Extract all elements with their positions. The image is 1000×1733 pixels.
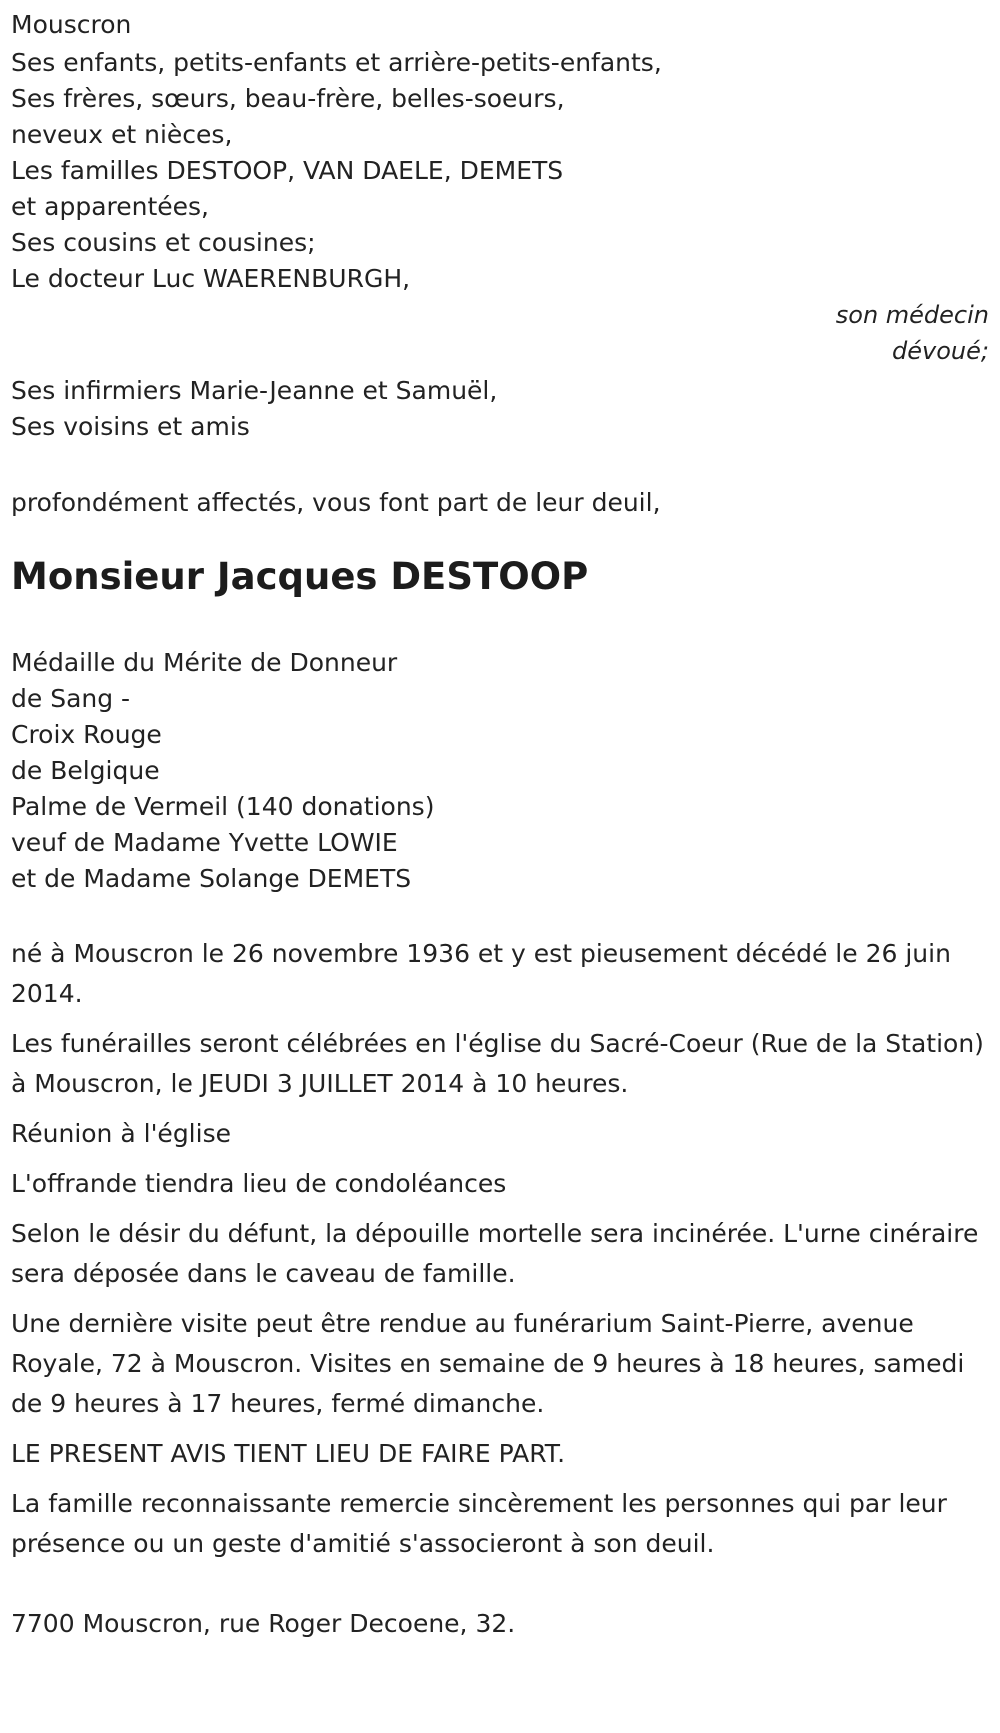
- place-heading: Mouscron: [11, 10, 132, 39]
- family-line: Ses cousins et cousines;: [11, 228, 316, 257]
- detail-line: de Sang -: [11, 684, 131, 713]
- detail-line: Croix Rouge: [11, 720, 162, 749]
- detail-line: et de Madame Solange DEMETS: [11, 864, 412, 893]
- detail-line: veuf de Madame Yvette LOWIE: [11, 828, 398, 857]
- family-line: Le docteur Luc WAERENBURGH,: [11, 264, 411, 293]
- family-line: Ses enfants, petits-enfants et arrière-petits-enfants,: [11, 48, 662, 77]
- detail-line: de Belgique: [11, 756, 160, 785]
- other-mourners: [11, 371, 1000, 447]
- doctor-note: [11, 295, 1000, 371]
- family-line: Les familles DESTOOP, VAN DAELE, DEMETS: [11, 156, 564, 185]
- announcement-text: profondément affectés, vous font part de leur deuil,: [11, 488, 661, 517]
- mourner-line: Ses infirmiers Marie-Jeanne et Samuël,: [11, 376, 498, 405]
- doctor-note-line2: dévoué;: [892, 337, 989, 365]
- detail-line: Médaille du Mérite de Donneur: [11, 648, 398, 677]
- offering-paragraph: L'offrande tiendra lieu de condoléances: [11, 1169, 507, 1198]
- mourner-line: Ses voisins et amis: [11, 412, 250, 441]
- deceased-name: Monsieur Jacques DESTOOP: [11, 555, 589, 598]
- family-line: et apparentées,: [11, 192, 209, 221]
- notice-paragraphs: [11, 934, 1000, 1564]
- cremation-paragraph: Selon le désir du défunt, la dépouille mortelle sera incinérée. L'urne cinéraire sera déposée dans le caveau de famille.: [11, 1219, 979, 1288]
- notice-paragraph: LE PRESENT AVIS TIENT LIEU DE FAIRE PART.: [11, 1439, 566, 1468]
- doctor-note-line1: son médecin: [835, 301, 989, 329]
- meeting-paragraph: Réunion à l'église: [11, 1119, 231, 1148]
- birth-death-paragraph: né à Mouscron le 26 novembre 1936 et y est pieusement décédé le 26 juin 2014.: [11, 939, 951, 1008]
- deceased-details: [11, 643, 1000, 899]
- family-line: neveux et nièces,: [11, 120, 233, 149]
- detail-line: Palme de Vermeil (140 donations): [11, 792, 435, 821]
- thanks-paragraph: La famille reconnaissante remercie sincèrement les personnes qui par leur présence ou un geste d'amitié s'associeront à son deuil.: [11, 1489, 947, 1558]
- obituary-page: [0, 5, 1000, 1733]
- family-list: [11, 43, 1000, 299]
- family-address: 7700 Mouscron, rue Roger Decoene, 32.: [11, 1609, 516, 1638]
- visit-paragraph: Une dernière visite peut être rendue au funérarium Saint-Pierre, avenue Royale, 72 à Mouscron. Visites en semaine de 9 heures à 18 heures, samedi de 9 heures à 17 heures, fermé dimanche.: [11, 1309, 965, 1418]
- family-line: Ses frères, sœurs, beau-frère, belles-soeurs,: [11, 84, 565, 113]
- funeral-paragraph: Les funérailles seront célébrées en l'église du Sacré-Coeur (Rue de la Station) à Mouscron, le JEUDI 3 JUILLET 2014 à 10 heures.: [11, 1029, 984, 1098]
